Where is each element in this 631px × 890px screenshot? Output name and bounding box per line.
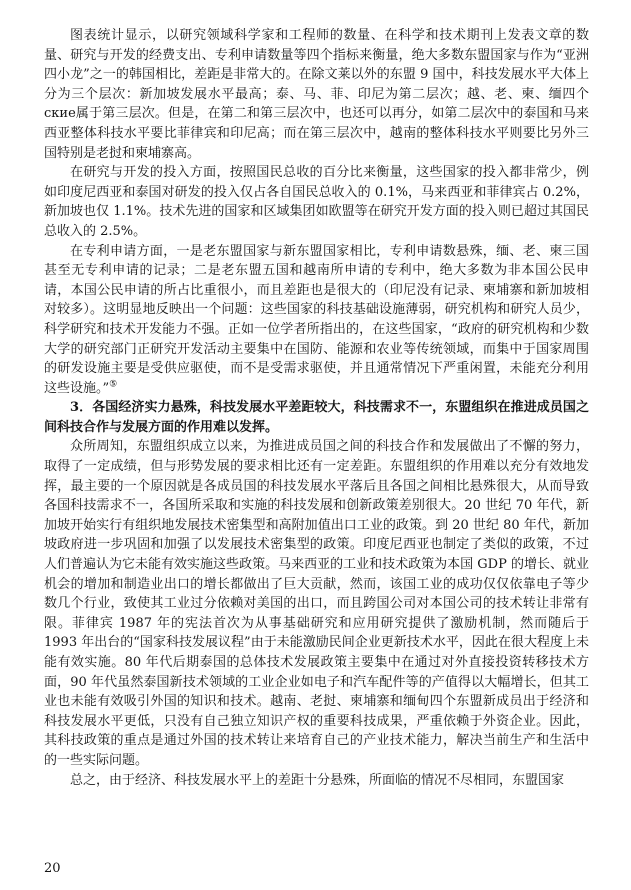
paragraph-3-text: 在专利申请方面，一是老东盟国家与新东盟国家相比，专利申请数悬殊，缅、老、柬三国甚至无专利申请的记录；二是老东盟五国和越南所申请的专利中，绝大多数为非本国公民申请，本国公民申请的所占比重很小，而且差距也是很大的（印尼没有记录、柬埔寨和新加坡相对较多）。这明显地反映出一个问题：这些国家的科技基础设施薄弱，研究机构和研究人员少，科学研究和技术开发能力不强。正如一位学者所指出的，在这些国家，“政府的研究机构和少数大学的研究部门正研究开发活动主要集中在国防、能源和农业等传统领域，而集中于国家周围的研发设施主要是受供应驱使，而不是受需求驱使，并且通常情况下严重闲置，未能充分利用这些设施。” xyxy=(44,243,589,396)
paragraph-6-text: 总之，由于经济、科技发展水平上的差距十分悬殊，所面临的情况不尽相同，东盟国家 xyxy=(70,772,565,788)
page-body xyxy=(44,26,589,790)
paragraph-3 xyxy=(44,242,589,399)
paragraph-1-text: 图表统计显示，以研究领域科学家和工程师的数量、在科学和技术期刊上发表文章的数量、研究与开发的经费支出、专利申请数量等四个指标来衡量，绝大多数东盟国家与作为“亚洲四小龙”之一的韩国相比，差距是非常大的。在除文莱以外的东盟 9 国中，科技发展水平大体上分为三个层次：新加坡发展水平最高；泰、马、菲、印尼为第二层次；越、老、柬、缅四个ские属于第三层次。但是，在第二和第三层次中，也还可以再分，如第二层次中的泰国和马来西亚整体科技水平要比菲律宾和印尼高；而在第三层次中，越南的整体科技水平则要比另外三国特别是老挝和柬埔寨高。 xyxy=(44,28,589,161)
paragraph-5 xyxy=(44,437,589,770)
paragraph-4-section-heading xyxy=(44,398,589,437)
paragraph-2 xyxy=(44,163,589,241)
paragraph-4-text: 3．各国经济实力悬殊，科技发展水平差距较大，科技需求不一，东盟组织在推进成员国之间科技合作与发展方面的作用难以发挥。 xyxy=(44,400,589,435)
paragraph-5-text: 众所周知，东盟组织成立以来，为推进成员国之间的科技合作和发展做出了不懈的努力，取得了一定成绩，但与形势发展的要求相比还有一定差距。东盟组织的作用难以充分有效地发挥，最主要的一个原因就是各成员国的科技发展水平落后且各国之间相比悬殊很大，从而导致各国科技需求不一，各国所采取和实施的科技发展和创新政策差别很大。20 世纪 70 年代，新加坡开始实行有组织地发展技术密集型和高附加值出口工业的政策。到 20 世纪 80 年代，新加坡政府进一步巩固和加强了以发展技术密集型的政策。印度尼西亚也制定了类似的政策，不过人们普遍认为它未能有效实施这些政策。马来西亚的工业和技术政策为本国 GDP 的增长、就业机会的增加和制造业出口的增长都做出了巨大贡献，然而，该国工业的成功仅仅依靠电子等少数几个行业，致使其工业过分依赖对美国的出口，而且跨国公司对本国公司的技术转让非常有限。菲律宾 1987 年的宪法首次为从事基础研究和应用研究提供了激励机制，然而随后于 1993 年出台的“国家科技发展议程”由于未能激励民间企业更新技术水平，因此在很大程度上未能有效实施。80 年代后期泰国的总体技术发展政策主要集中在通过对外直接投资转移技术方面，90 年代虽然泰国新技术领域的工业企业如电子和汽车配件等的产值得以大幅增长，但其工业也未能有效吸引外国的知识和技术。越南、老挝、柬埔寨和缅甸四个东盟新成员出于经济和科技发展水平更低，只没有自己独立知识产权的重要科技成果，严重依赖于外资企业。因此，其科技政策的重点是通过外国的技术转让来培育自己的产业技术能力，解决当前生产和生活中的一些实际问题。 xyxy=(44,439,589,768)
paragraph-2-text: 在研究与开发的投入方面，按照国民总收的百分比来衡量，这些国家的投入都非常少，例如印度尼西亚和泰国对研发的投入仅占各自国民总收入的 0.1%，马来西亚和菲律宾占 0.2%，新加坡也仅 1.1%。技术先进的国家和区域集团如欧盟等在研究开发方面的投入则已超过其国民总收入的 2.5%。 xyxy=(44,165,589,239)
paragraph-6 xyxy=(44,771,589,791)
paragraph-1 xyxy=(44,26,589,163)
footnote-marker-5: ⑤ xyxy=(109,379,118,390)
page-number: 20 xyxy=(44,861,61,876)
